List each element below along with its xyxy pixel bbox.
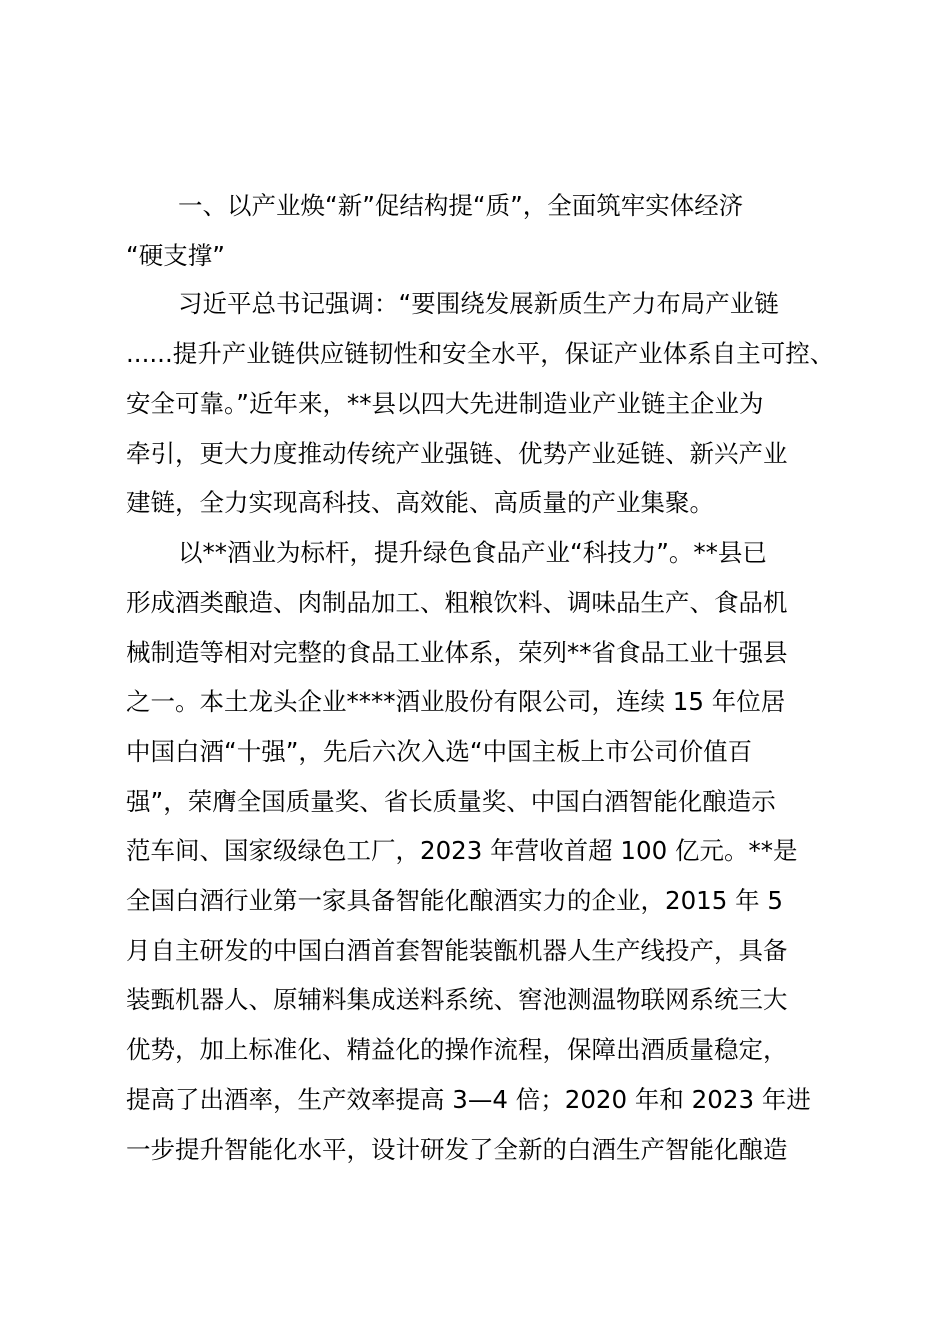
paragraph-text: 强”，荣膺全国质量奖、省长质量奖、中国白酒智能化酿造示 xyxy=(126,787,776,816)
paragraph-text: 提高了出酒率，生产效率提高 3—4 倍；2020 年和 2023 年进 xyxy=(126,1085,811,1114)
paragraph-2-line-12 xyxy=(0,1075,950,1125)
paragraph-2-line-3 xyxy=(0,628,950,678)
paragraph-2-line-6 xyxy=(0,777,950,827)
paragraph-1-line-2 xyxy=(0,329,950,379)
paragraph-2-line-10 xyxy=(0,975,950,1025)
paragraph-text: ......提升产业链供应链韧性和安全水平，保证产业体系自主可控、 xyxy=(126,339,835,368)
paragraph-1-line-1 xyxy=(0,279,950,329)
paragraph-2-line-4 xyxy=(0,677,950,727)
paragraph-1-line-3 xyxy=(0,379,950,429)
paragraph-1-line-5 xyxy=(0,478,950,528)
paragraph-text: 范车间、国家级绿色工厂，2023 年营收首超 100 亿元。**是 xyxy=(126,836,798,865)
paragraph-text: 月自主研发的中国白酒首套智能装甑机器人生产线投产，具备 xyxy=(126,936,788,965)
paragraph-1-line-4 xyxy=(0,429,950,479)
paragraph-text: 牵引，更大力度推动传统产业强链、优势产业延链、新兴产业 xyxy=(126,439,788,468)
section-heading-text: 一、以产业焕“新”促结构提“质”，全面筑牢实体经济 xyxy=(178,191,744,220)
paragraph-text: 形成酒类酿造、肉制品加工、粗粮饮料、调味品生产、食品机 xyxy=(126,588,788,617)
paragraph-text: 建链，全力实现高科技、高效能、高质量的产业集聚。 xyxy=(126,488,714,517)
paragraph-2-line-5 xyxy=(0,727,950,777)
paragraph-text: 之一。本土龙头企业****酒业股份有限公司，连续 15 年位居 xyxy=(126,687,786,716)
paragraph-text: 装甄机器人、原辅料集成送料系统、窖池测温物联网系统三大 xyxy=(126,985,788,1014)
paragraph-2-line-8 xyxy=(0,876,950,926)
section-heading-text: “硬支撑” xyxy=(126,241,225,270)
paragraph-text: 以**酒业为标杆，提升绿色食品产业“科技力”。**县已 xyxy=(178,538,767,567)
paragraph-2-line-9 xyxy=(0,926,950,976)
paragraph-text: 安全可靠。”近年来，**县以四大先进制造业产业链主企业为 xyxy=(126,389,764,418)
paragraph-text: 优势，加上标准化、精益化的操作流程，保障出酒质量稳定， xyxy=(126,1035,788,1064)
paragraph-text: 一步提升智能化水平，设计研发了全新的白酒生产智能化酿造 xyxy=(126,1135,788,1164)
paragraph-text: 习近平总书记强调：“要围绕发展新质生产力布局产业链 xyxy=(178,289,779,318)
paragraph-text: 中国白酒“十强”，先后六次入选“中国主板上市公司价值百 xyxy=(126,737,753,766)
paragraph-text: 全国白酒行业第一家具备智能化酿酒实力的企业，2015 年 5 xyxy=(126,886,784,915)
paragraph-2-line-1 xyxy=(0,528,950,578)
section-heading-line-2 xyxy=(0,231,950,281)
paragraph-2-line-13 xyxy=(0,1125,950,1175)
paragraph-2-line-11 xyxy=(0,1025,950,1075)
paragraph-text: 械制造等相对完整的食品工业体系，荣列**省食品工业十强县 xyxy=(126,638,788,667)
section-heading-line-1 xyxy=(0,181,950,231)
paragraph-2-line-2 xyxy=(0,578,950,628)
paragraph-2-line-7 xyxy=(0,826,950,876)
